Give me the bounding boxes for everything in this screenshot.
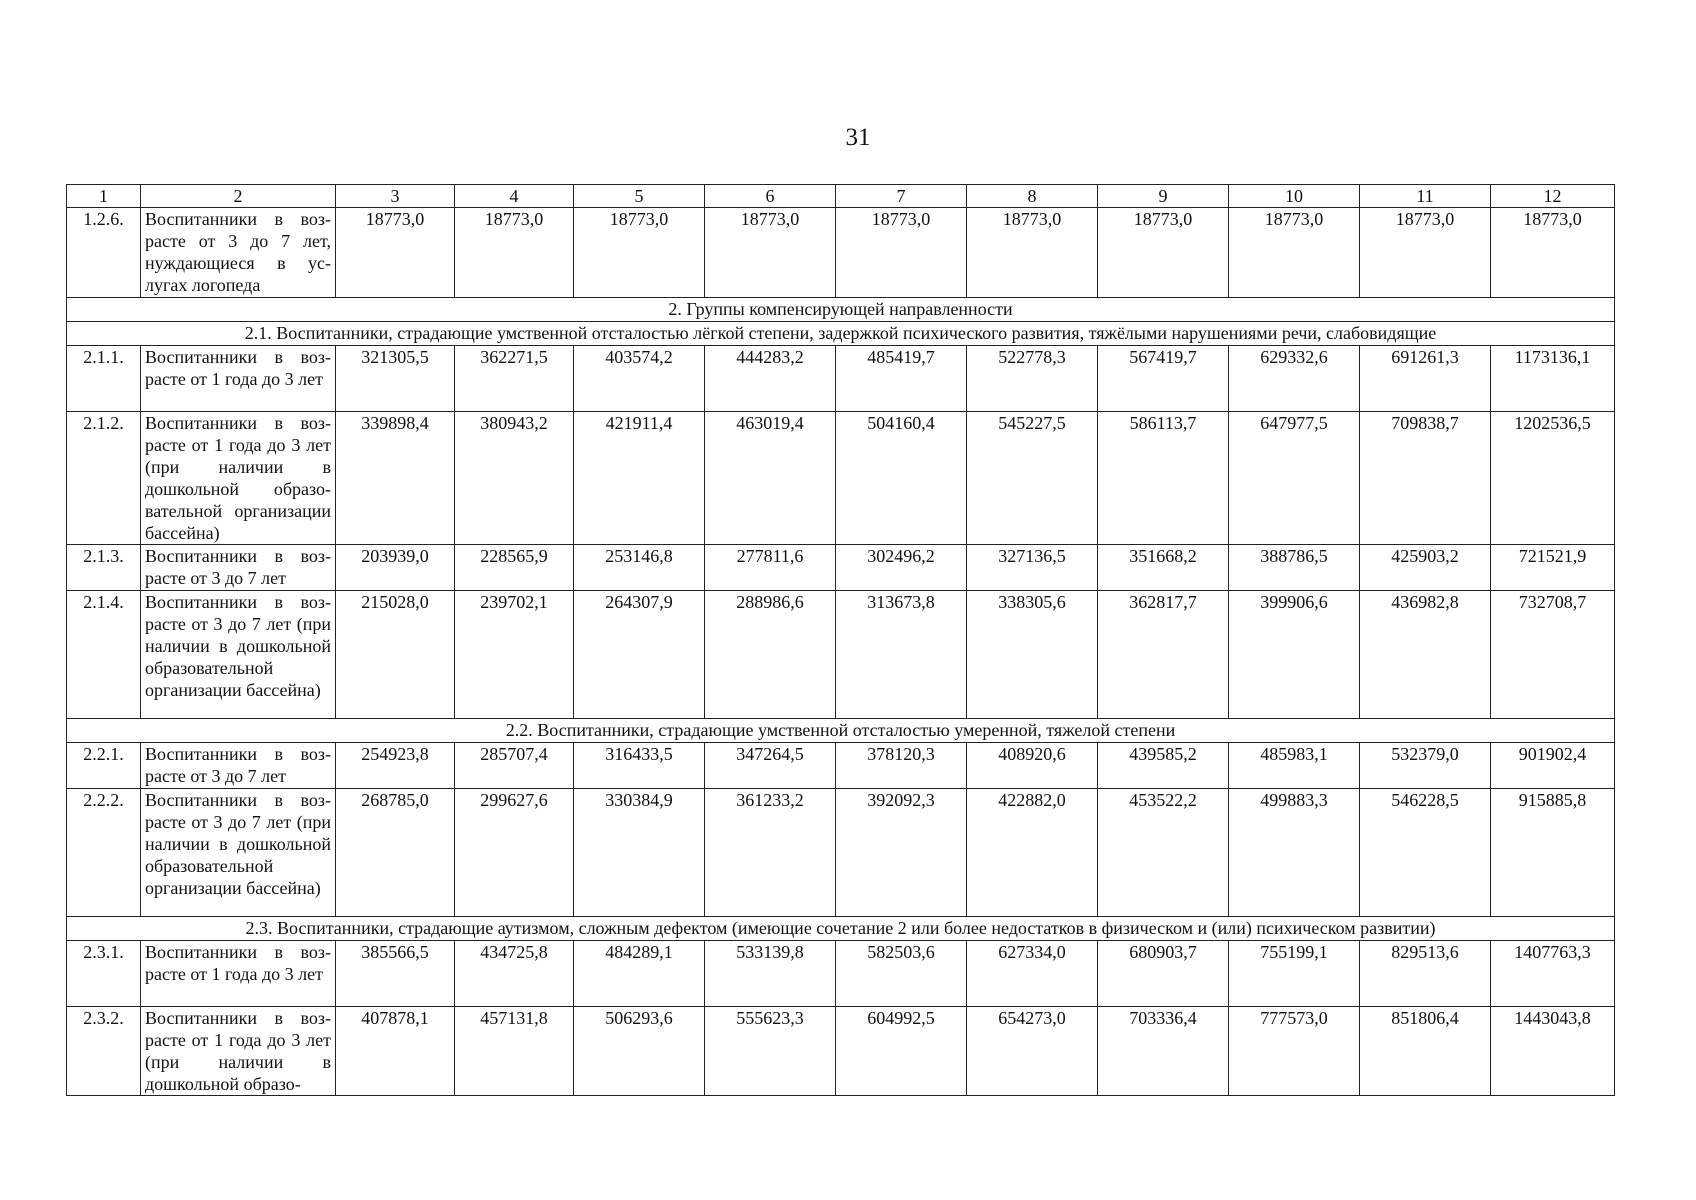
value-cell: 901902,4 [1491,743,1615,789]
row-code: 2.1.4. [67,591,141,719]
column-header: 10 [1229,185,1360,208]
value-cell: 302496,2 [836,545,967,591]
value-cell: 18773,0 [1360,208,1491,298]
value-cell: 399906,6 [1229,591,1360,719]
value-cell: 485983,1 [1229,743,1360,789]
column-header: 1 [67,185,141,208]
value-cell: 327136,5 [967,545,1098,591]
value-cell: 228565,9 [455,545,574,591]
value-cell: 721521,9 [1491,545,1615,591]
column-header: 6 [705,185,836,208]
value-cell: 254923,8 [336,743,455,789]
section-header-row [67,298,1615,322]
value-cell: 457131,8 [455,1007,574,1096]
value-cell: 484289,1 [574,941,705,1007]
value-cell: 453522,2 [1098,789,1229,917]
table-row [67,208,1615,298]
value-cell: 732708,7 [1491,591,1615,719]
value-cell: 253146,8 [574,545,705,591]
value-cell: 407878,1 [336,1007,455,1096]
value-cell: 264307,9 [574,591,705,719]
table-body [67,185,1615,1096]
value-cell: 532379,0 [1360,743,1491,789]
row-code: 1.2.6. [67,208,141,298]
value-cell: 313673,8 [836,591,967,719]
row-description: Воспитанники в возрасте от 3 до 7 лет [141,545,336,591]
column-header: 9 [1098,185,1229,208]
value-cell: 1407763,3 [1491,941,1615,1007]
value-cell: 1443043,8 [1491,1007,1615,1096]
value-cell: 421911,4 [574,412,705,545]
value-cell: 18773,0 [1098,208,1229,298]
value-cell: 392092,3 [836,789,967,917]
value-cell: 408920,6 [967,743,1098,789]
value-cell: 439585,2 [1098,743,1229,789]
column-header: 8 [967,185,1098,208]
value-cell: 586113,7 [1098,412,1229,545]
value-cell: 522778,3 [967,346,1098,412]
value-cell: 604992,5 [836,1007,967,1096]
row-description: Воспитанники в возрасте от 1 года до 3 лет (при наличии в дошкольной образо- [141,1007,336,1096]
value-cell: 18773,0 [967,208,1098,298]
row-description: Воспитанники в возрасте от 3 до 7 лет [141,743,336,789]
value-cell: 755199,1 [1229,941,1360,1007]
value-cell: 499883,3 [1229,789,1360,917]
value-cell: 703336,4 [1098,1007,1229,1096]
value-cell: 316433,5 [574,743,705,789]
section-title: 2. Группы компенсирующей направленности [67,298,1615,322]
section-title: 2.3. Воспитанники, страдающие аутизмом, сложным дефектом (имеющие сочетание 2 или более недостатков в физическом и (или) психическом развитии) [67,917,1615,941]
value-cell: 362817,7 [1098,591,1229,719]
table-row [67,346,1615,412]
page-number: 31 [845,124,871,151]
value-cell: 18773,0 [1491,208,1615,298]
value-cell: 545227,5 [967,412,1098,545]
row-code: 2.1.2. [67,412,141,545]
value-cell: 654273,0 [967,1007,1098,1096]
value-cell: 351668,2 [1098,545,1229,591]
section-title: 2.2. Воспитанники, страдающие умственной отсталостью умеренной, тяжелой степени [67,719,1615,743]
row-code: 2.3.2. [67,1007,141,1096]
value-cell: 680903,7 [1098,941,1229,1007]
value-cell: 18773,0 [574,208,705,298]
value-cell: 567419,7 [1098,346,1229,412]
value-cell: 18773,0 [336,208,455,298]
header-row [67,185,1615,208]
value-cell: 485419,7 [836,346,967,412]
value-cell: 388786,5 [1229,545,1360,591]
column-header: 11 [1360,185,1491,208]
row-description: Воспитанники в возрасте от 1 года до 3 лет [141,941,336,1007]
value-cell: 347264,5 [705,743,836,789]
value-cell: 321305,5 [336,346,455,412]
row-description: Воспитанники в возрасте от 3 до 7 лет (при наличии в дошкольной образовательной организации бассейна) [141,591,336,719]
value-cell: 385566,5 [336,941,455,1007]
value-cell: 709838,7 [1360,412,1491,545]
value-cell: 436982,8 [1360,591,1491,719]
row-code: 2.2.1. [67,743,141,789]
value-cell: 629332,6 [1229,346,1360,412]
value-cell: 339898,4 [336,412,455,545]
row-code: 2.1.3. [67,545,141,591]
value-cell: 361233,2 [705,789,836,917]
value-cell: 330384,9 [574,789,705,917]
value-cell: 18773,0 [705,208,836,298]
value-cell: 533139,8 [705,941,836,1007]
value-cell: 299627,6 [455,789,574,917]
row-code: 2.1.1. [67,346,141,412]
value-cell: 425903,2 [1360,545,1491,591]
value-cell: 1202536,5 [1491,412,1615,545]
column-header: 7 [836,185,967,208]
row-description: Воспитанники в возрасте от 3 до 7 лет, нуждающиеся в услугах логопеда [141,208,336,298]
row-code: 2.3.1. [67,941,141,1007]
value-cell: 627334,0 [967,941,1098,1007]
value-cell: 403574,2 [574,346,705,412]
value-cell: 851806,4 [1360,1007,1491,1096]
value-cell: 268785,0 [336,789,455,917]
value-cell: 18773,0 [1229,208,1360,298]
table-row [67,941,1615,1007]
value-cell: 777573,0 [1229,1007,1360,1096]
value-cell: 434725,8 [455,941,574,1007]
row-description: Воспитанники в возрасте от 3 до 7 лет (при наличии в дошкольной образовательной организации бассейна) [141,789,336,917]
table-row [67,743,1615,789]
value-cell: 215028,0 [336,591,455,719]
value-cell: 203939,0 [336,545,455,591]
table-row [67,591,1615,719]
value-cell: 829513,6 [1360,941,1491,1007]
value-cell: 444283,2 [705,346,836,412]
value-cell: 378120,3 [836,743,967,789]
value-cell: 506293,6 [574,1007,705,1096]
value-cell: 422882,0 [967,789,1098,917]
table-row [67,789,1615,917]
section-header-row [67,322,1615,346]
tariff-table [66,184,1615,1096]
column-header: 12 [1491,185,1615,208]
table-row [67,412,1615,545]
column-header: 4 [455,185,574,208]
value-cell: 288986,6 [705,591,836,719]
table-row [67,545,1615,591]
value-cell: 362271,5 [455,346,574,412]
value-cell: 691261,3 [1360,346,1491,412]
column-header: 5 [574,185,705,208]
value-cell: 582503,6 [836,941,967,1007]
value-cell: 18773,0 [455,208,574,298]
value-cell: 1173136,1 [1491,346,1615,412]
value-cell: 555623,3 [705,1007,836,1096]
value-cell: 380943,2 [455,412,574,545]
value-cell: 463019,4 [705,412,836,545]
column-header: 2 [141,185,336,208]
column-header: 3 [336,185,455,208]
value-cell: 647977,5 [1229,412,1360,545]
table-row [67,1007,1615,1096]
row-code: 2.2.2. [67,789,141,917]
value-cell: 285707,4 [455,743,574,789]
section-header-row [67,719,1615,743]
section-header-row [67,917,1615,941]
value-cell: 504160,4 [836,412,967,545]
value-cell: 239702,1 [455,591,574,719]
value-cell: 277811,6 [705,545,836,591]
row-description: Воспитанники в возрасте от 1 года до 3 лет (при наличии в дошкольной образовательной организации бассейна) [141,412,336,545]
value-cell: 18773,0 [836,208,967,298]
value-cell: 915885,8 [1491,789,1615,917]
row-description: Воспитанники в возрасте от 1 года до 3 лет [141,346,336,412]
value-cell: 546228,5 [1360,789,1491,917]
section-title: 2.1. Воспитанники, страдающие умственной отсталостью лёгкой степени, задержкой психического развития, тяжёлыми нарушениями речи, слабовидящие [67,322,1615,346]
value-cell: 338305,6 [967,591,1098,719]
